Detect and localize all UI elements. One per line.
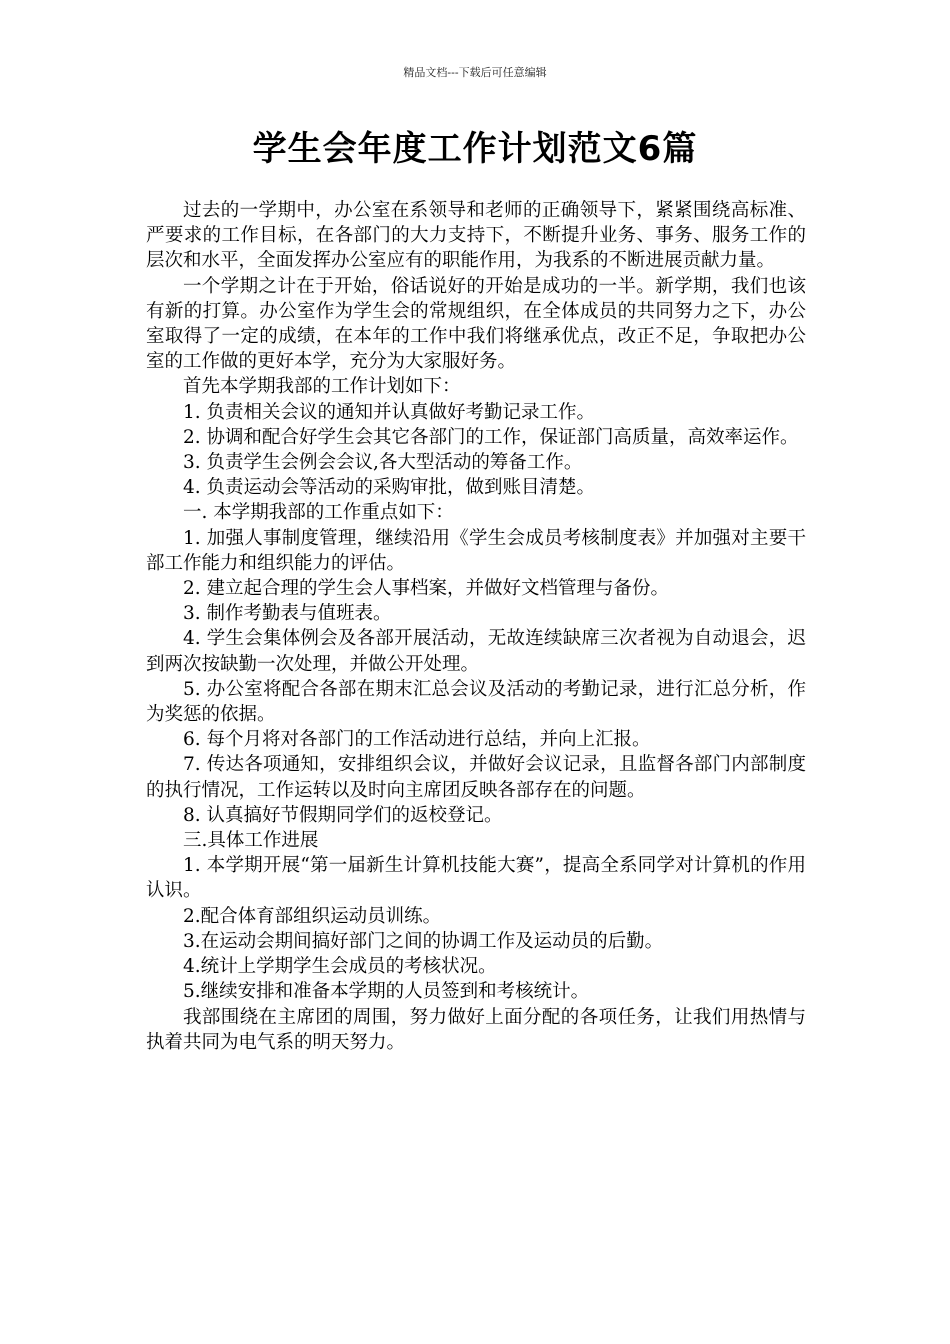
paragraph: 首先本学期我部的工作计划如下： [183,376,461,398]
list-item: 2.配合体育部组织运动员训练。 [183,905,442,927]
paragraph: 过去的一学期中，办公室在系领导和老师的正确领导下，紧紧围绕高标准、严要求的工作目标，在各部门的大力支持下，不断提升业务、事务、服务工作的层次和水平，全面发挥办公室应有的职能作用，为我系的不断进展贡献力量。 [146,200,806,272]
list-item: 2. 建立起合理的学生会人事档案，并做好文档管理与备份。 [183,578,670,600]
paragraph: 一个学期之计在于开始，俗话说好的开始是成功的一半。新学期，我们也该有新的打算。办公室作为学生会的常规组织，在全体成员的共同努力之下，办公室取得了一定的成绩，在本年的工作中我们将继承优点，改正不足，争取把办公室的工作做的更好本学，充分为大家服好务。 [146,275,806,373]
list-item: 4.统计上学期学生会成员的考核状况。 [183,956,497,978]
list-item: 4. 负责运动会等活动的采购审批，做到账目清楚。 [183,477,596,499]
document-body [146,198,806,1055]
document-title: 学生会年度工作计划范文6篇 [252,129,698,169]
list-item: 1. 加强人事制度管理，继续沿用《学生会成员考核制度表》并加强对主要干部工作能力和组织能力的评估。 [146,527,806,574]
list-item: 4. 学生会集体例会及各部开展活动，无故连续缺席三次者视为自动退会，迟到两次按缺勤一次处理，并做公开处理。 [146,628,806,675]
section-heading: 一. 本学期我部的工作重点如下： [183,502,454,524]
list-item: 3.在运动会期间搞好部门之间的协调工作及运动员的后勤。 [183,930,664,952]
list-item: 1. 本学期开展“第一届新生计算机技能大赛”，提高全系同学对计算机的作用认识。 [146,855,806,902]
list-item: 5. 办公室将配合各部在期末汇总会议及活动的考勤记录，进行汇总分析，作为奖惩的依据。 [146,678,806,726]
list-item: 8. 认真搞好节假期同学们的返校登记。 [183,804,503,826]
section-heading: 三.具体工作进展 [183,830,319,852]
paragraph: 我部围绕在主席团的周围，努力做好上面分配的各项任务，让我们用热情与执着共同为电气系的明天努力。 [146,1006,806,1053]
list-item: 6. 每个月将对各部门的工作活动进行总结，并向上汇报。 [183,729,651,751]
list-item: 3. 制作考勤表与值班表。 [183,603,392,625]
list-item: 3. 负责学生会例会会议,各大型活动的筹备工作。 [183,452,583,474]
list-item: 7. 传达各项通知，安排组织会议，并做好会议记录，且监督各部门内部制度的执行情况，工作运转以及时向主席团反映各部存在的问题。 [146,754,806,801]
page-header-note: 精品文档---下载后可任意编辑 [403,66,547,79]
list-item: 2. 协调和配合好学生会其它各部门的工作，保证部门高质量，高效率运作。 [183,426,799,448]
list-item: 5.继续安排和准备本学期的人员签到和考核统计。 [183,981,590,1003]
list-item: 1. 负责相关会议的通知并认真做好考勤记录工作。 [183,401,596,423]
